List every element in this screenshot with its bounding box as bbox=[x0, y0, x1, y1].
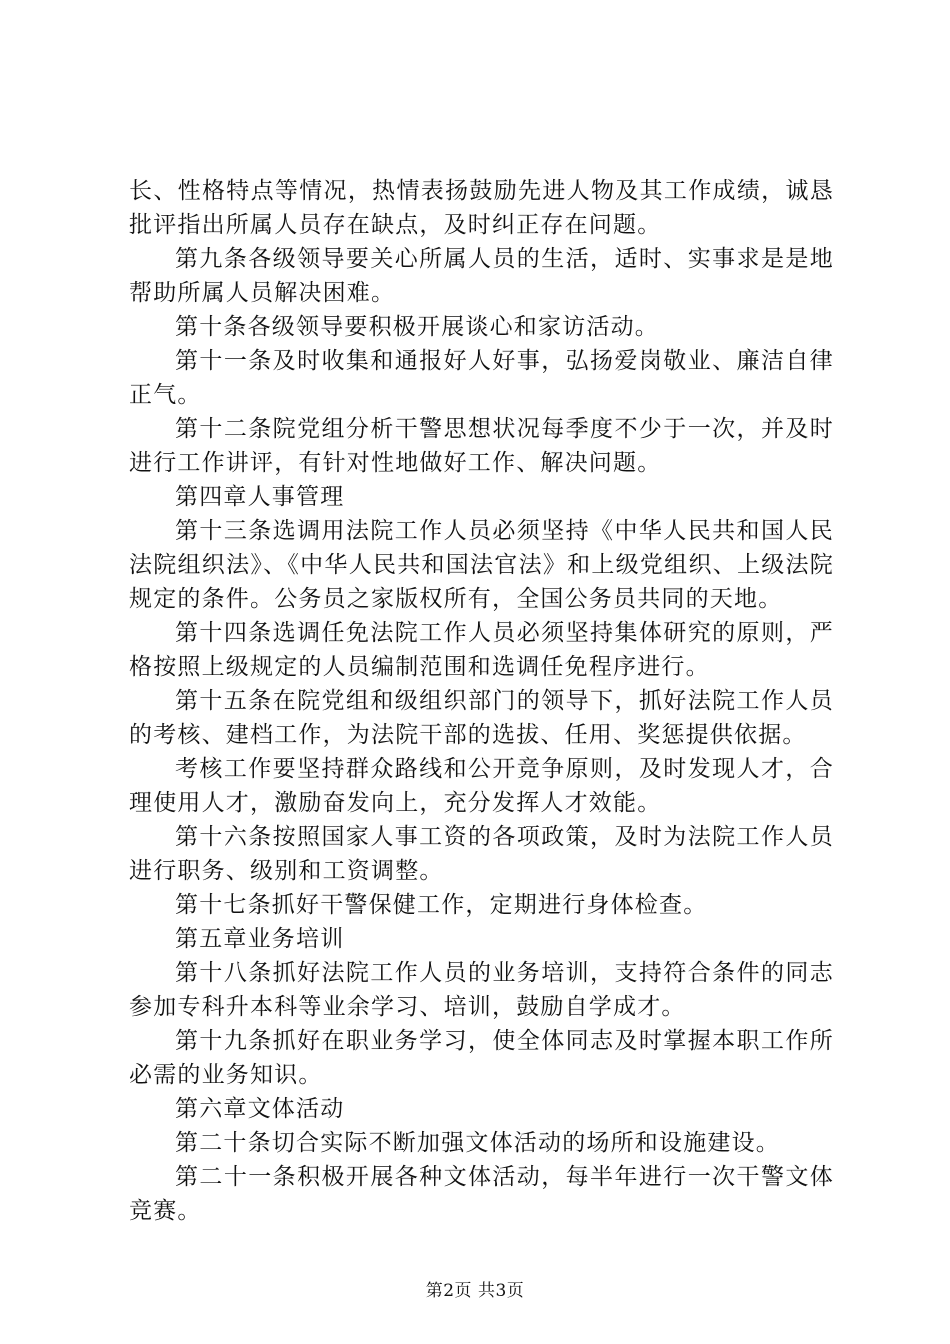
chapter-heading: 第六章文体活动 bbox=[175, 1096, 345, 1122]
document-body bbox=[129, 174, 834, 1228]
paragraph: 第二十条切合实际不断加强文体活动的场所和设施建设。 bbox=[175, 1130, 780, 1156]
paragraph: 考核工作要坚持群众路线和公开竞争原则，及时发现人才，合理使用人才，激励奋发向上，充分发挥人才效能。 bbox=[129, 756, 834, 816]
paragraph: 第十条各级领导要积极开展谈心和家访活动。 bbox=[175, 314, 659, 340]
paragraph: 第十五条在院党组和级组织部门的领导下，抓好法院工作人员的考核、建档工作，为法院干部的选拔、任用、奖惩提供依据。 bbox=[129, 688, 834, 748]
paragraph: 第十八条抓好法院工作人员的业务培训，支持符合条件的同志参加专科升本科等业余学习、培训，鼓励自学成才。 bbox=[129, 960, 834, 1020]
paragraph: 第十四条选调任免法院工作人员必须坚持集体研究的原则，严格按照上级规定的人员编制范围和选调任免程序进行。 bbox=[129, 620, 834, 680]
chapter-heading: 第五章业务培训 bbox=[175, 926, 345, 952]
paragraph: 第十三条选调用法院工作人员必须坚持《中华人民共和国人民法院组织法》、《中华人民共和国法官法》和上级党组织、上级法院规定的条件。公务员之家版权所有，全国公务员共同的天地。 bbox=[129, 518, 834, 612]
paragraph: 第十七条抓好干警保健工作，定期进行身体检查。 bbox=[175, 892, 708, 918]
paragraph: 长、性格特点等情况，热情表扬鼓励先进人物及其工作成绩，诚恳批评指出所属人员存在缺点，及时纠正存在问题。 bbox=[129, 178, 834, 238]
paragraph: 第十九条抓好在职业务学习，使全体同志及时掌握本职工作所必需的业务知识。 bbox=[129, 1028, 834, 1088]
paragraph: 第十二条院党组分析干警思想状况每季度不少于一次，并及时进行工作讲评，有针对性地做好工作、解决问题。 bbox=[129, 416, 834, 476]
paragraph: 第二十一条积极开展各种文体活动，每半年进行一次干警文体竞赛。 bbox=[129, 1164, 834, 1224]
paragraph: 第十六条按照国家人事工资的各项政策，及时为法院工作人员进行职务、级别和工资调整。 bbox=[129, 824, 834, 884]
paragraph: 第九条各级领导要关心所属人员的生活，适时、实事求是是地帮助所属人员解决困难。 bbox=[129, 246, 834, 306]
chapter-heading: 第四章人事管理 bbox=[175, 484, 345, 510]
paragraph: 第十一条及时收集和通报好人好事，弘扬爱岗敬业、廉洁自律正气。 bbox=[129, 348, 834, 408]
page-footer: 第2页 共3页 bbox=[425, 1281, 525, 1301]
